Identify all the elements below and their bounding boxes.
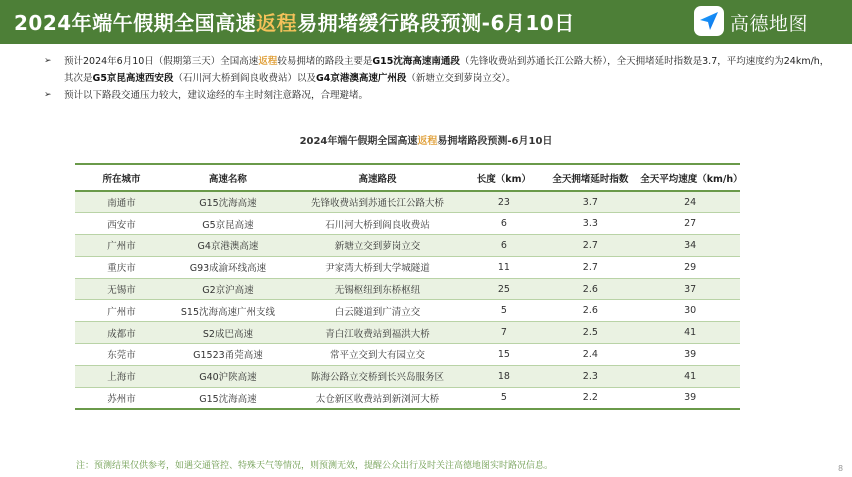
table-row xyxy=(75,387,740,409)
cell-avg-speed: 27 xyxy=(640,213,740,235)
cell-length: 5 xyxy=(467,300,540,322)
cell-city: 苏州市 xyxy=(75,387,168,409)
cell-length: 6 xyxy=(467,213,540,235)
header-bar xyxy=(0,0,852,44)
cell-delay-index: 2.5 xyxy=(540,322,640,344)
data-table xyxy=(75,165,743,410)
bullet-arrow-icon: ➢ xyxy=(44,56,52,66)
cell-city: 西安市 xyxy=(75,213,168,235)
brand-name: 高德地图 xyxy=(730,13,809,35)
cell-length: 6 xyxy=(467,235,540,257)
cell-highway: S2成巴高速 xyxy=(168,322,288,344)
summary-bullet-1: ➢ 预计2024年6月10日（假期第三天）全国高速返程较易拥堵的路段主要是G15沈海高速南通段（先锋收费站到苏通长江公路大桥），全天拥堵延时指数是3.7，平均速度约为24km/h，其次是G5京昆高速西安段（石川河大桥到阎良收费站）以及G4京港澳高速广州段（新塘立交到萝岗立交）。 xyxy=(44,53,834,87)
cell-highway: G2京沪高速 xyxy=(168,278,288,300)
cell-avg-speed: 24 xyxy=(640,191,740,213)
summary-bullets xyxy=(44,53,834,104)
cell-delay-index: 2.7 xyxy=(540,256,640,278)
table-row xyxy=(75,300,740,322)
cell-avg-speed: 37 xyxy=(640,278,740,300)
cell-city: 成都市 xyxy=(75,322,168,344)
cell-avg-speed: 30 xyxy=(640,300,740,322)
cell-delay-index: 3.3 xyxy=(540,213,640,235)
cell-delay-index: 2.3 xyxy=(540,365,640,387)
cell-highway: G15沈海高速 xyxy=(168,191,288,213)
cell-avg-speed: 29 xyxy=(640,256,740,278)
cell-section: 陈海公路立交桥到长兴岛服务区 xyxy=(288,365,468,387)
table-row xyxy=(75,365,740,387)
cell-city: 南通市 xyxy=(75,191,168,213)
title-text: 2024年端午假期全国高速 xyxy=(14,11,257,35)
table-row xyxy=(75,344,740,366)
cell-length: 25 xyxy=(467,278,540,300)
navigation-arrow-icon xyxy=(694,6,724,36)
cell-section: 常平立交到大有园立交 xyxy=(288,344,468,366)
cell-highway: G15沈海高速 xyxy=(168,387,288,409)
cell-delay-index: 2.2 xyxy=(540,387,640,409)
cell-delay-index: 2.6 xyxy=(540,300,640,322)
col-header-section: 高速路段 xyxy=(288,165,468,191)
cell-city: 广州市 xyxy=(75,235,168,257)
title-highlight: 返程 xyxy=(256,11,298,35)
cell-highway: G93成渝环线高速 xyxy=(168,256,288,278)
cell-highway: G40沪陕高速 xyxy=(168,365,288,387)
cell-city: 东莞市 xyxy=(75,344,168,366)
cell-length: 11 xyxy=(467,256,540,278)
cell-section: 无锡枢纽到东桥枢纽 xyxy=(288,278,468,300)
cell-delay-index: 2.6 xyxy=(540,278,640,300)
cell-length: 23 xyxy=(467,191,540,213)
cell-section: 青白江收费站到福洪大桥 xyxy=(288,322,468,344)
cell-delay-index: 3.7 xyxy=(540,191,640,213)
cell-delay-index: 2.7 xyxy=(540,235,640,257)
cell-city: 重庆市 xyxy=(75,256,168,278)
title-text-end: 易拥堵缓行路段预测-6月10日 xyxy=(297,11,575,35)
cell-section: 太仓新区收费站到新浏河大桥 xyxy=(288,387,468,409)
col-header-avg-speed: 全天平均速度（km/h） xyxy=(640,165,740,191)
table-row xyxy=(75,213,740,235)
summary-bullet-2: ➢ 预计以下路段交通压力较大，建议途经的车主时刻注意路况，合理避堵。 xyxy=(44,87,834,104)
table-row xyxy=(75,256,740,278)
cell-city: 上海市 xyxy=(75,365,168,387)
cell-highway: G4京港澳高速 xyxy=(168,235,288,257)
cell-section: 白云隧道到广清立交 xyxy=(288,300,468,322)
cell-section: 先锋收费站到苏通长江公路大桥 xyxy=(288,191,468,213)
table-title: 2024年端午假期全国高速返程易拥堵路段预测-6月10日 xyxy=(299,136,553,147)
footnote: 注：预测结果仅供参考，如遇交通管控、特殊天气等情况，则预测无效，提醒公众出行及时关注高德地图实时路况信息。 xyxy=(76,461,554,471)
cell-avg-speed: 34 xyxy=(640,235,740,257)
table-row xyxy=(75,278,740,300)
cell-highway: G5京昆高速 xyxy=(168,213,288,235)
table-row xyxy=(75,191,740,213)
cell-length: 5 xyxy=(467,387,540,409)
cell-avg-speed: 39 xyxy=(640,344,740,366)
cell-length: 18 xyxy=(467,365,540,387)
table-header-row xyxy=(75,165,740,191)
table-body xyxy=(75,191,740,409)
cell-highway: G1523甬莞高速 xyxy=(168,344,288,366)
col-header-delay-index: 全天拥堵延时指数 xyxy=(540,165,640,191)
cell-length: 15 xyxy=(467,344,540,366)
cell-avg-speed: 41 xyxy=(640,365,740,387)
page-title xyxy=(14,7,575,36)
brand-logo xyxy=(694,6,844,38)
col-header-length: 长度（km） xyxy=(467,165,540,191)
table-row xyxy=(75,235,740,257)
col-header-city: 所在城市 xyxy=(75,165,168,191)
col-header-highway: 高速名称 xyxy=(168,165,288,191)
bullet-arrow-icon: ➢ xyxy=(44,90,52,100)
cell-section: 尹家湾大桥到大学城隧道 xyxy=(288,256,468,278)
cell-avg-speed: 41 xyxy=(640,322,740,344)
cell-highway: S15沈海高速广州支线 xyxy=(168,300,288,322)
cell-section: 石川河大桥到阎良收费站 xyxy=(288,213,468,235)
cell-city: 无锡市 xyxy=(75,278,168,300)
cell-avg-speed: 39 xyxy=(640,387,740,409)
cell-length: 7 xyxy=(467,322,540,344)
table-row xyxy=(75,322,740,344)
page-number: 8 xyxy=(838,464,844,473)
cell-city: 广州市 xyxy=(75,300,168,322)
cell-delay-index: 2.4 xyxy=(540,344,640,366)
cell-section: 新塘立交到萝岗立交 xyxy=(288,235,468,257)
